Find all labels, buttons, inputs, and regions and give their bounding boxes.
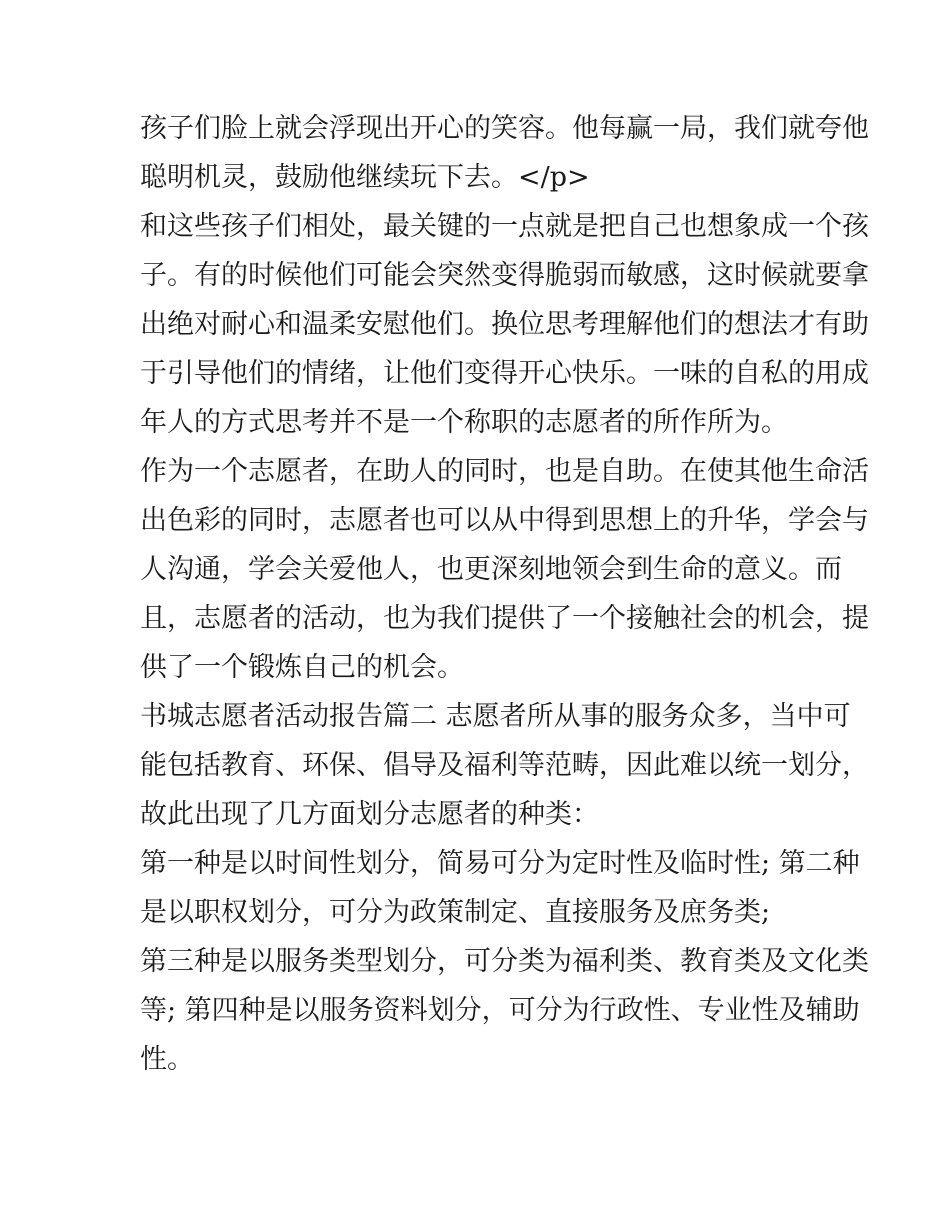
text-line: 能包括教育、环保、倡导及福利等范畴，因此难以统一划分， [140,750,869,781]
text-line: 等; 第四种是以服务资料划分，可分为行政性、专业性及辅助 [140,995,860,1026]
text-line: 于引导他们的情绪，让他们变得开心快乐。一味的自私的用成 [140,358,869,389]
text-line: 孩子们脸上就会浮现出开心的笑容。他每赢一局，我们就夸他 [140,113,869,144]
text-line: 人沟通，学会关爱他人，也更深刻地领会到生命的意义。而 [140,554,842,585]
text-line: 供了一个锻炼自己的机会。 [140,652,464,683]
document-body [140,104,869,1084]
text-line: 子。有的时候他们可能会突然变得脆弱而敏感，这时候就要拿 [140,260,869,291]
text-line: 且，志愿者的活动，也为我们提供了一个接触社会的机会，提 [140,603,869,634]
text-line: 性。 [140,1044,194,1075]
text-line: 第一种是以时间性划分，简易可分为定时性及临时性; 第二种 [140,848,860,879]
text-line: 书城志愿者活动报告篇二 志愿者所从事的服务众多，当中可 [140,701,851,732]
text-line: 出色彩的同时，志愿者也可以从中得到思想上的升华，学会与 [140,505,869,536]
text-line: 是以职权划分，可分为政策制定、直接服务及庶务类; [140,897,771,928]
text-line: 聪明机灵，鼓励他继续玩下去。</p> [140,162,590,193]
text-line: 作为一个志愿者，在助人的同时，也是自助。在使其他生命活 [140,456,869,487]
text-line: 年人的方式思考并不是一个称职的志愿者的所作所为。 [140,407,788,438]
text-line: 和这些孩子们相处，最关键的一点就是把自己也想象成一个孩 [140,211,869,242]
text-line: 第三种是以服务类型划分，可分类为福利类、教育类及文化类 [140,946,869,977]
text-line: 故此出现了几方面划分志愿者的种类： [140,799,599,830]
text-line: 出绝对耐心和温柔安慰他们。换位思考理解他们的想法才有助 [140,309,869,340]
